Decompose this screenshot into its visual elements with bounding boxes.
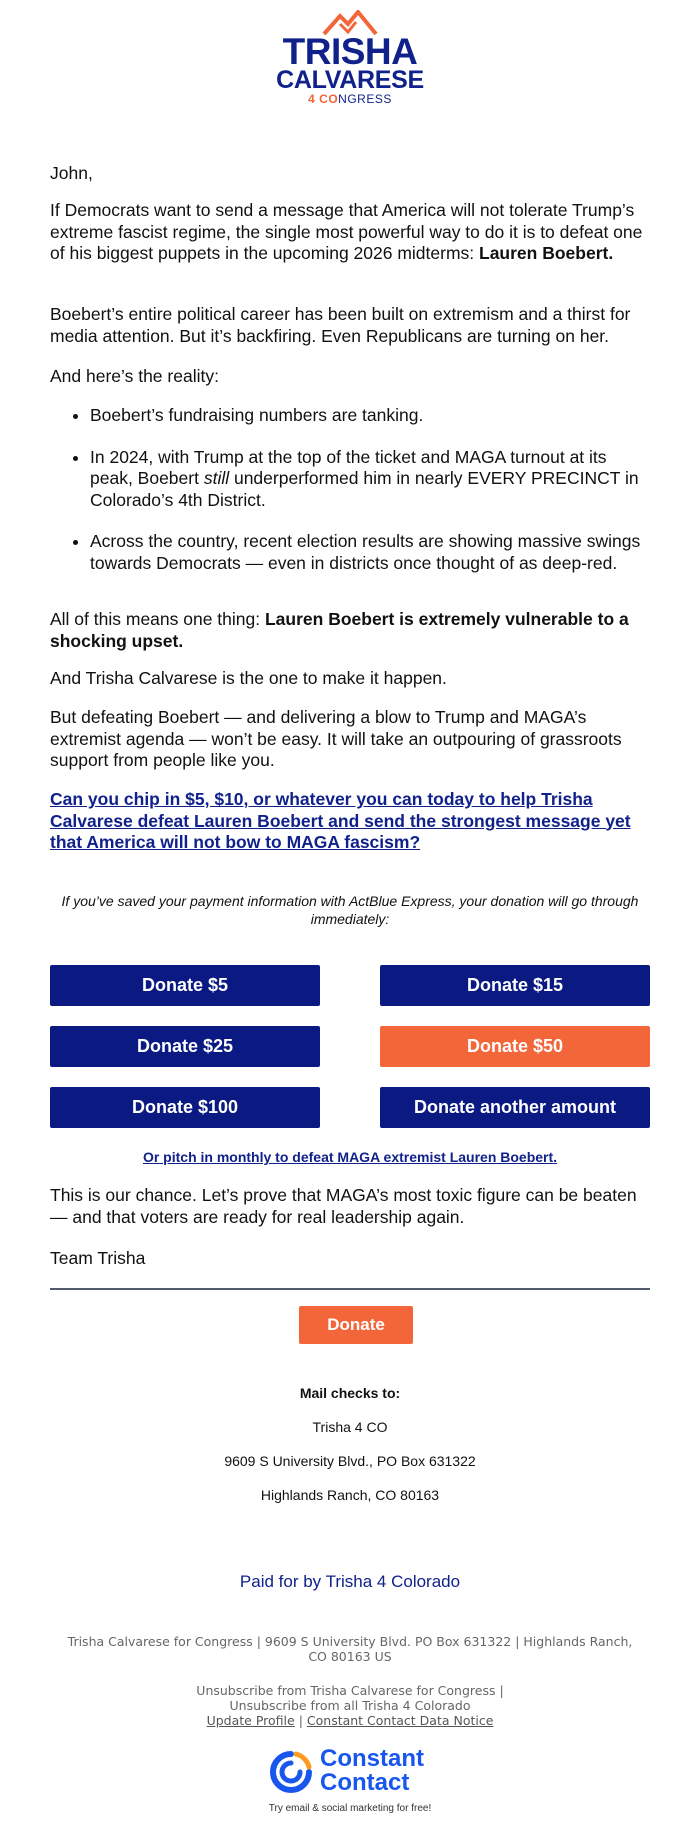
- salutation: John,: [50, 163, 93, 183]
- logo-name-first: TRISHA: [282, 31, 418, 72]
- constant-contact-wordmark: [320, 1747, 424, 1795]
- unsubscribe-campaign-link[interactable]: Unsubscribe from Trisha Calvarese for Congress |: [196, 1683, 504, 1698]
- data-notice-link[interactable]: Constant Contact Data Notice: [306, 1713, 494, 1728]
- list-item: [90, 447, 650, 512]
- logo-name-last: CALVARESE: [276, 66, 424, 94]
- paragraph-reality: And here’s the reality:: [50, 366, 219, 386]
- reality-bullet-list: [50, 405, 650, 594]
- paragraph-vulnerable-bold: Lauren Boebert is extremely vulnerable to a shocking upset.: [50, 609, 629, 651]
- paragraph-career: Boebert’s entire political career has been built on extremism and a thirst for media attention. But it’s backfiring. Even Republicans are turning on her.: [50, 304, 631, 346]
- bullet-emphasis: still: [203, 468, 230, 488]
- footer-separator: |: [298, 1713, 303, 1728]
- paragraph-trisha: And Trisha Calvarese is the one to make it happen.: [50, 668, 447, 688]
- signature: Team Trisha: [50, 1248, 146, 1268]
- mail-address-line-1: Trisha 4 CO: [312, 1419, 388, 1435]
- actblue-note: If you’ve saved your payment information with ActBlue Express, your donation will go through immediately:: [61, 893, 639, 927]
- donate-100-button[interactable]: Donate $100: [50, 1087, 320, 1128]
- mail-address-line-2: 9609 S University Blvd., PO Box 631322: [224, 1453, 476, 1469]
- constant-contact-logo[interactable]: [268, 1747, 438, 1799]
- donate-15-button[interactable]: Donate $15: [380, 965, 650, 1006]
- donate-other-amount-button[interactable]: Donate another amount: [380, 1087, 650, 1128]
- footer-links: [60, 1683, 640, 1728]
- donate-5-button[interactable]: Donate $5: [50, 965, 320, 1006]
- update-profile-link[interactable]: Update Profile: [206, 1713, 295, 1728]
- bullet-text: underperformed him in nearly EVERY PRECINCT in Colorado’s 4th District.: [90, 468, 639, 510]
- paragraph-vulnerable: [50, 609, 650, 652]
- paid-for-disclaimer: Paid for by Trisha 4 Colorado: [239, 1572, 461, 1591]
- cta-link[interactable]: Can you chip in $5, $10, or whatever you can today to help Trisha Calvarese defeat Lauren Boebert and send the strongest message yet that America will not bow to MAGA fascism?: [50, 789, 631, 852]
- bullet-text: In 2024, with Trump at the top of the ticket and MAGA turnout at its peak, Boebert: [90, 446, 607, 488]
- donate-25-button[interactable]: Donate $25: [50, 1026, 320, 1067]
- constant-contact-tagline[interactable]: Try email & social marketing for free!: [268, 1803, 432, 1814]
- cta-paragraph: [50, 789, 650, 854]
- monthly-donation-link[interactable]: Or pitch in monthly to defeat MAGA extremist Lauren Boebert.: [142, 1149, 558, 1165]
- wordmark-line-2: Contact: [320, 1769, 410, 1796]
- donate-50-button[interactable]: Donate $50: [380, 1026, 650, 1067]
- campaign-logo: [0, 10, 700, 106]
- list-item: • Across the country, recent election results are showing massive swings towards Democrats — even in districts once thought of as deep-red.: [90, 531, 650, 574]
- paragraph-intro-bold: Lauren Boebert.: [479, 243, 614, 263]
- mail-address-line-3: Highlands Ranch, CO 80163: [260, 1487, 440, 1503]
- logo-subtitle: [0, 92, 700, 106]
- paragraph-intro: [50, 200, 650, 265]
- donate-button-grid: [50, 965, 650, 1125]
- paragraph-chance: This is our chance. Let’s prove that MAGA’s most toxic figure can be beaten — and that voters are ready for real leadership again.: [50, 1185, 637, 1227]
- wordmark-line-1: Constant: [320, 1745, 424, 1772]
- logo-subtitle-accent: 4 CO: [308, 92, 339, 106]
- unsubscribe-all-link[interactable]: Unsubscribe from all Trisha 4 Colorado: [229, 1698, 471, 1713]
- list-item: • Boebert’s fundraising numbers are tanking.: [90, 405, 650, 427]
- mail-checks-heading: Mail checks to:: [299, 1385, 401, 1401]
- footer-address: Trisha Calvarese for Congress | 9609 S University Blvd. PO Box 631322 | Highlands Ranch, CO 80163 US: [67, 1634, 633, 1664]
- paragraph-intro-text: If Democrats want to send a message that America will not tolerate Trump’s extreme fascist regime, the single most powerful way to do it is to defeat one of his biggest puppets in the upcoming 2026 midterms:: [50, 200, 643, 263]
- logo-subtitle-rest: NGRESS: [338, 92, 392, 106]
- paragraph-grassroots: But defeating Boebert — and delivering a blow to Trump and MAGA’s extremist agenda — won’t be easy. It will take an outpouring of grassroots support from people like you.: [50, 707, 622, 770]
- donate-button[interactable]: Donate: [299, 1306, 413, 1344]
- constant-contact-icon: [268, 1749, 314, 1795]
- divider: [50, 1288, 650, 1290]
- paragraph-vulnerable-text: All of this means one thing:: [50, 609, 265, 629]
- monthly-paragraph: [50, 1149, 650, 1165]
